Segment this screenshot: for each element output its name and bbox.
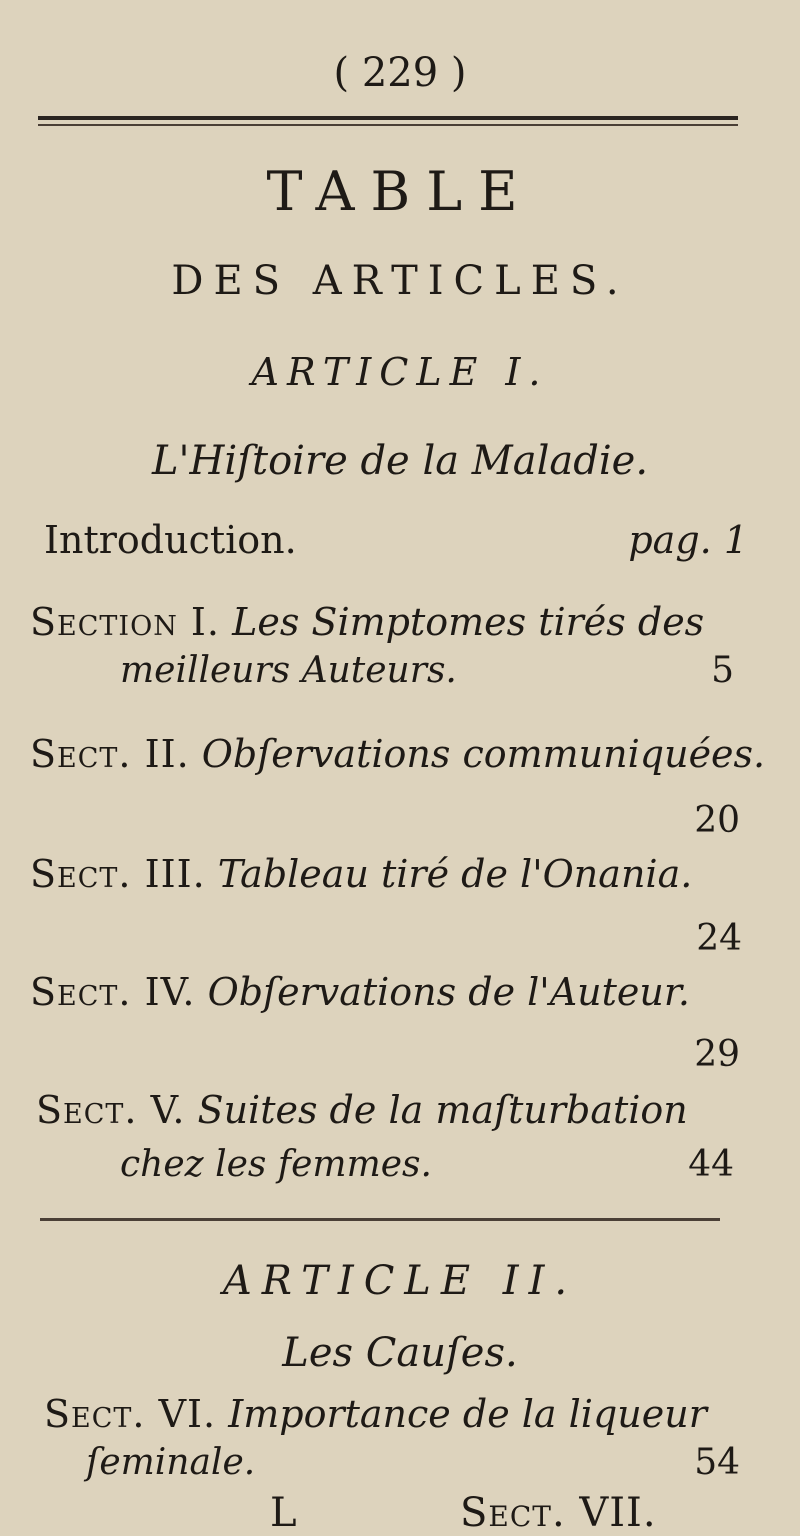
page-number: ( 229 )	[333, 50, 467, 96]
article-2-heading: ARTICLE II.	[222, 1258, 578, 1304]
toc-intro-label: Introduction.	[44, 518, 297, 562]
toc-sect-1-page: 5	[711, 650, 734, 691]
catchword: Sect. VII.	[460, 1490, 657, 1536]
toc-sect-4-label: Sect. IV. Obſervations de l'Auteur.	[30, 970, 690, 1014]
toc-sect-6-label-cont: ſeminale.	[86, 1442, 256, 1483]
toc-sect-5-label: Sect. V. Suites de la maſturbation	[36, 1088, 688, 1132]
top-rule-thin	[38, 124, 738, 126]
article-2-title: Les Cauſes.	[282, 1330, 518, 1376]
toc-sect-3-page: 24	[696, 918, 742, 959]
toc-sect-6-label: Sect. VI. Importance de la liqueur	[44, 1392, 707, 1436]
page-title: TABLE	[266, 160, 534, 223]
toc-sect-2-label: Sect. II. Obſervations communiquées.	[30, 732, 766, 776]
signature-mark: L	[270, 1490, 297, 1536]
toc-sect-1-label-cont: meilleurs Auteurs.	[120, 650, 457, 691]
section-rule	[40, 1218, 720, 1221]
top-rule	[38, 116, 738, 120]
article-1-heading: ARTICLE I.	[251, 350, 549, 394]
article-1-title: L'Hiſtoire de la Maladie.	[151, 438, 649, 484]
toc-sect-6-page: 54	[694, 1442, 740, 1483]
toc-sect-3-label: Sect. III. Tableau tiré de l'Onania.	[30, 852, 693, 896]
page-subtitle: DES ARTICLES.	[171, 258, 629, 304]
toc-intro-page: pag. 1	[628, 518, 748, 562]
toc-sect-1-label: Section I. Les Simptomes tirés des	[30, 600, 705, 644]
toc-sect-5-page: 44	[688, 1144, 734, 1185]
toc-sect-5-label-cont: chez les femmes.	[120, 1144, 432, 1185]
toc-sect-2-page: 20	[694, 800, 740, 841]
toc-sect-4-page: 29	[694, 1034, 740, 1075]
